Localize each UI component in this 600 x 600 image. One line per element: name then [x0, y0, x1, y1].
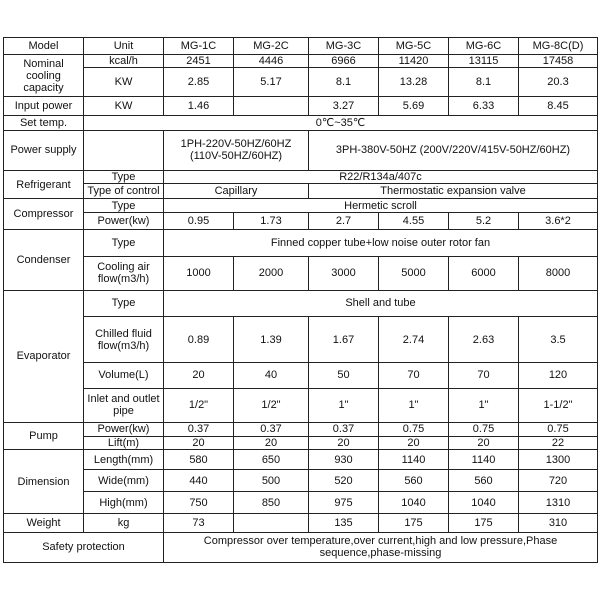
- condenser-airflow-label: Cooling air flow(m3/h): [84, 256, 164, 290]
- cell: 2000: [234, 256, 309, 290]
- dimension-label: Dimension: [4, 449, 84, 513]
- cell: 8.1: [449, 68, 519, 97]
- cell: 5.17: [234, 68, 309, 97]
- cell: 8.1: [309, 68, 379, 97]
- capacity-kw-row: [4, 68, 598, 97]
- cell: 6.33: [449, 97, 519, 115]
- safety-line-2: sequence,phase-missing: [319, 547, 442, 560]
- compressor-power-row: [4, 213, 598, 230]
- cell: 0.95: [164, 213, 234, 230]
- cell: 0.75: [519, 422, 598, 436]
- cell: 0.37: [234, 422, 309, 436]
- evaporator-label: Evaporator: [4, 290, 84, 422]
- power-supply-line-1: 1PH-220V-50HZ/60HZ: [180, 138, 292, 151]
- cell: 1/2": [164, 388, 234, 422]
- weight-label: Weight: [4, 514, 84, 532]
- cell: 20: [309, 436, 379, 449]
- cell: 750: [164, 492, 234, 514]
- pump-lift-row: [4, 436, 598, 449]
- cell: 2451: [164, 55, 234, 68]
- cell: 3.27: [309, 97, 379, 115]
- weight-unit: kg: [84, 514, 164, 532]
- set-temp-row: [4, 115, 598, 130]
- cell: 2.85: [164, 68, 234, 97]
- dimension-length-label: Length(mm): [84, 449, 164, 469]
- power-supply-row: [4, 130, 598, 170]
- cell: 0.37: [309, 422, 379, 436]
- evaporator-fluid-row: [4, 317, 598, 363]
- cell: [234, 97, 309, 115]
- dimension-height-row: [4, 492, 598, 514]
- cell: 930: [309, 449, 379, 469]
- cell: 8.45: [519, 97, 598, 115]
- cell: 1.73: [234, 213, 309, 230]
- compressor-type-value: Hermetic scroll: [164, 199, 598, 213]
- cell: 2.7: [309, 213, 379, 230]
- condenser-type-value: Finned copper tube+low noise outer rotor fan: [164, 230, 598, 256]
- cell: 20: [234, 436, 309, 449]
- power-supply-unit: [84, 130, 164, 170]
- cell: 8000: [519, 256, 598, 290]
- cell: 3000: [309, 256, 379, 290]
- power-supply-line-2: (110V-50HZ/60HZ): [189, 150, 283, 163]
- cell: 4446: [234, 55, 309, 68]
- cell: 70: [379, 363, 449, 388]
- cell: 0.75: [379, 422, 449, 436]
- cell: 1.67: [309, 317, 379, 363]
- refrigerant-label: Refrigerant: [4, 170, 84, 198]
- input-power-row: [4, 97, 598, 115]
- compressor-label: Compressor: [4, 199, 84, 230]
- pump-power-row: [4, 422, 598, 436]
- cell: 1040: [449, 492, 519, 514]
- cell: 3.5: [519, 317, 598, 363]
- refrigerant-control-row: [4, 184, 598, 199]
- cell: 70: [449, 363, 519, 388]
- cell: 40: [234, 363, 309, 388]
- header-model-6: MG-8C(D): [519, 38, 598, 55]
- cell: 1.46: [164, 97, 234, 115]
- refrigerant-type-row: [4, 170, 598, 183]
- header-model-1: MG-1C: [164, 38, 234, 55]
- condenser-label: Condenser: [4, 230, 84, 290]
- cell: 13.28: [379, 68, 449, 97]
- evaporator-volume-label: Volume(L): [84, 363, 164, 388]
- cell: 17458: [519, 55, 598, 68]
- cell: 11420: [379, 55, 449, 68]
- cell: 1": [449, 388, 519, 422]
- cell: 6000: [449, 256, 519, 290]
- header-model-4: MG-5C: [379, 38, 449, 55]
- cell: 2.74: [379, 317, 449, 363]
- cell: 1140: [379, 449, 449, 469]
- cell: 5000: [379, 256, 449, 290]
- evaporator-volume-row: [4, 363, 598, 388]
- power-supply-label: Power supply: [4, 130, 84, 170]
- power-supply-single-phase: [164, 130, 309, 170]
- evaporator-fluid-label: Chilled fluid flow(m3/h): [84, 317, 164, 363]
- refrigerant-control-large: Thermostatic expansion valve: [309, 184, 598, 199]
- cell: 73: [164, 514, 234, 532]
- cell: 0.89: [164, 317, 234, 363]
- cell: 560: [449, 470, 519, 492]
- refrigerant-control-small: Capillary: [164, 184, 309, 199]
- capacity-kcal-unit: kcal/h: [84, 55, 164, 68]
- cell: 50: [309, 363, 379, 388]
- cell: 20: [449, 436, 519, 449]
- refrigerant-control-label: Type of control: [84, 184, 164, 199]
- cell: 13115: [449, 55, 519, 68]
- set-temp-label: Set temp.: [4, 115, 84, 130]
- cell: 975: [309, 492, 379, 514]
- cell: 850: [234, 492, 309, 514]
- cell: 1/2": [234, 388, 309, 422]
- cell: 0.75: [449, 422, 519, 436]
- input-power-label: Input power: [4, 97, 84, 115]
- capacity-label: Nominal cooling capacity: [4, 55, 84, 97]
- header-model-2: MG-2C: [234, 38, 309, 55]
- header-row: [4, 38, 598, 55]
- cell: 310: [519, 514, 598, 532]
- cell: 1300: [519, 449, 598, 469]
- compressor-type-row: [4, 199, 598, 213]
- cell: 1-1/2": [519, 388, 598, 422]
- condenser-airflow-row: [4, 256, 598, 290]
- evaporator-pipe-label: Inlet and outlet pipe: [84, 388, 164, 422]
- cell: 1140: [449, 449, 519, 469]
- evaporator-pipe-row: [4, 388, 598, 422]
- cell: [234, 514, 309, 532]
- pump-power-label: Power(kw): [84, 422, 164, 436]
- cell: 2.63: [449, 317, 519, 363]
- cell: 1000: [164, 256, 234, 290]
- spec-table: [3, 37, 598, 563]
- compressor-type-label: Type: [84, 199, 164, 213]
- evaporator-type-value: Shell and tube: [164, 290, 598, 316]
- cell: 20.3: [519, 68, 598, 97]
- cell: 1310: [519, 492, 598, 514]
- cell: 520: [309, 470, 379, 492]
- dimension-height-label: High(mm): [84, 492, 164, 514]
- capacity-kw-unit: KW: [84, 68, 164, 97]
- compressor-power-label: Power(kw): [84, 213, 164, 230]
- cell: 4.55: [379, 213, 449, 230]
- cell: 22: [519, 436, 598, 449]
- pump-lift-label: Lift(m): [84, 436, 164, 449]
- set-temp-value: 0℃~35℃: [84, 115, 598, 130]
- cell: 5.69: [379, 97, 449, 115]
- header-model-3: MG-3C: [309, 38, 379, 55]
- power-supply-three-phase: 3PH-380V-50HZ (200V/220V/415V-50HZ/60HZ): [309, 130, 598, 170]
- cell: 1040: [379, 492, 449, 514]
- cell: 20: [379, 436, 449, 449]
- cell: 1.39: [234, 317, 309, 363]
- dimension-length-row: [4, 449, 598, 469]
- dimension-width-row: [4, 470, 598, 492]
- cell: 1": [309, 388, 379, 422]
- safety-row: [4, 532, 598, 562]
- safety-value: [164, 532, 598, 562]
- safety-label: Safety protection: [4, 532, 164, 562]
- cell: 720: [519, 470, 598, 492]
- evaporator-type-label: Type: [84, 290, 164, 316]
- cell: 175: [449, 514, 519, 532]
- cell: 0.37: [164, 422, 234, 436]
- dimension-width-label: Wide(mm): [84, 470, 164, 492]
- safety-line-1: Compressor over temperature,over current,high and low pressure,Phase: [203, 535, 558, 548]
- cell: 5.2: [449, 213, 519, 230]
- cell: 650: [234, 449, 309, 469]
- refrigerant-type-label: Type: [84, 170, 164, 183]
- cell: 440: [164, 470, 234, 492]
- cell: 120: [519, 363, 598, 388]
- weight-row: [4, 514, 598, 532]
- refrigerant-type-value: R22/R134a/407c: [164, 170, 598, 183]
- cell: 20: [164, 436, 234, 449]
- condenser-type-label: Type: [84, 230, 164, 256]
- cell: 3.6*2: [519, 213, 598, 230]
- header-model-5: MG-6C: [449, 38, 519, 55]
- cell: 580: [164, 449, 234, 469]
- cell: 135: [309, 514, 379, 532]
- cell: 20: [164, 363, 234, 388]
- input-power-unit: KW: [84, 97, 164, 115]
- cell: 560: [379, 470, 449, 492]
- cell: 175: [379, 514, 449, 532]
- capacity-kcal-row: [4, 55, 598, 68]
- header-model: Model: [4, 38, 84, 55]
- cell: 6966: [309, 55, 379, 68]
- cell: 500: [234, 470, 309, 492]
- pump-label: Pump: [4, 422, 84, 449]
- evaporator-type-row: [4, 290, 598, 316]
- cell: 1": [379, 388, 449, 422]
- condenser-type-row: [4, 230, 598, 256]
- header-unit: Unit: [84, 38, 164, 55]
